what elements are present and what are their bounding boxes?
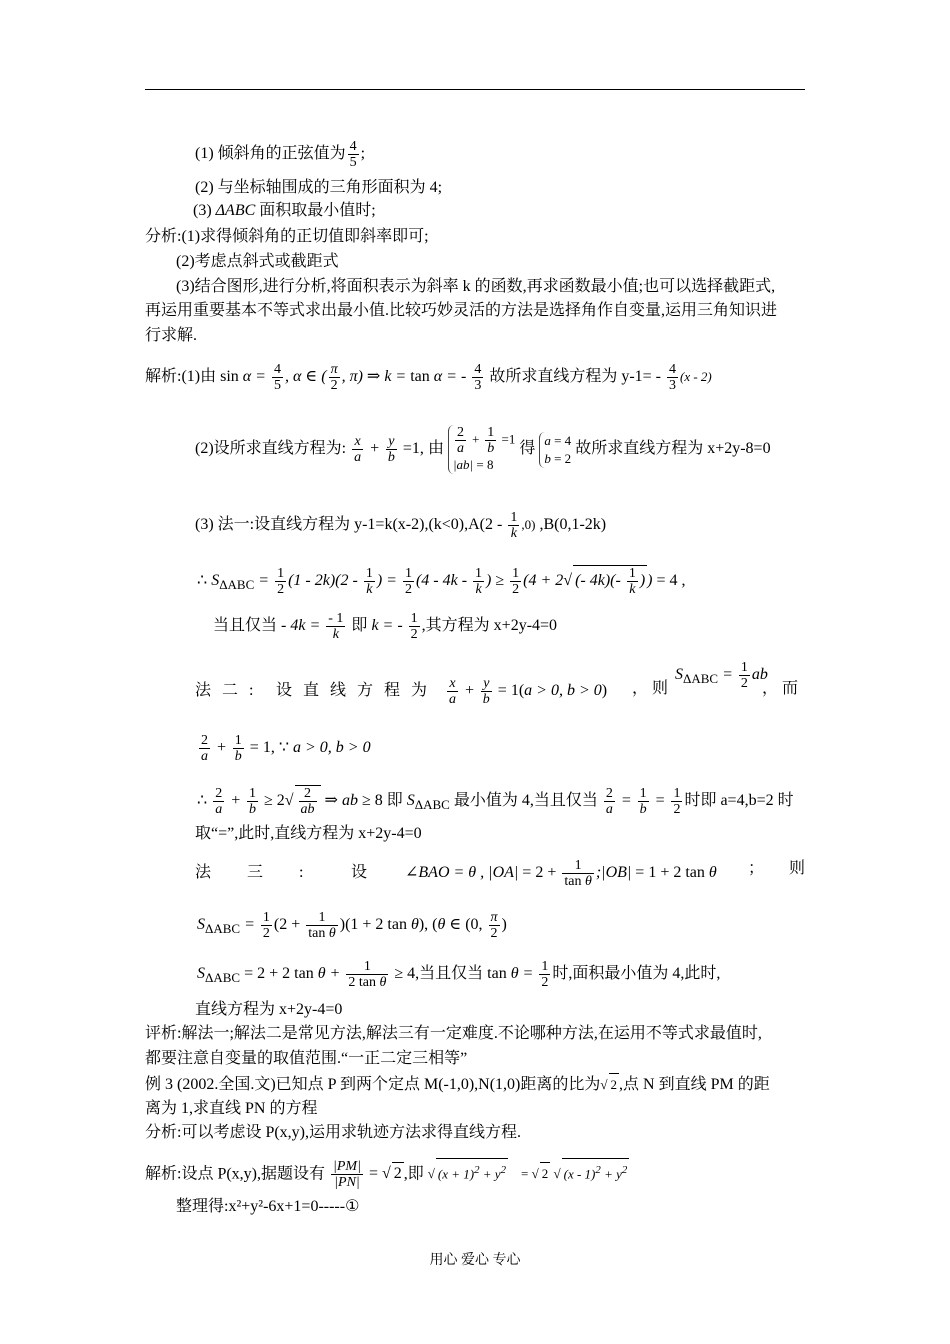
formula-angle-setup: ∠BAO = θ , |OA| = 2 + $\frac{1}{\text{tan θ}}$ ;|OB| = 1 + 2 tan θ	[405, 858, 717, 889]
formula-ratio: $\frac{|PM|}{|PN|}$ = √ 2	[333, 1159, 402, 1191]
method-3-then: 则	[789, 860, 806, 877]
method-3-equality-text: ,当且仅当	[415, 965, 484, 983]
fraction-4-3: $\frac{4}{3}$	[669, 362, 676, 393]
formula-k-value: k = - $\frac{1}{2}$	[371, 611, 418, 642]
frac-den: 5	[349, 155, 357, 170]
formula-constraint: $\frac{2}{a}$ + $\frac{1}{b}$ = 1, ∵ a > 0, b > 0	[201, 733, 371, 764]
m2-char: 设	[276, 682, 293, 700]
formula-area-theta: $S_{\Delta ABC}$ = $\frac{1}{2}$ (2 + $\frac{1}{\text{tan θ}}$ )(1 + 2 tan θ), (θ ∈ (0, $\frac{\pi}{2}$ )	[197, 910, 507, 941]
solution-2-by: 由	[427, 440, 444, 458]
example-3-i-e: ,即	[403, 1165, 424, 1183]
method-1-area-inequality	[197, 565, 686, 597]
comment-line-1: 评析:解法一;解法二是常见方法,解法三有一定难度.不论哪种方法,在运用不等式求最值时,	[145, 1025, 762, 1042]
method-3-min-text: 时,面积最小值为 4,此时,	[552, 965, 721, 983]
method-1-text: (3) 法一:设直线方程为 y-1=k(x-2),(k<0),A(2 -	[195, 516, 503, 534]
example-3-text: 例 3 (2002.全国.文)已知点 P 到两个定点 M(-1,0),N(1,0)距离的比为	[145, 1076, 601, 1093]
triangle-abc: ΔABC	[215, 202, 256, 219]
example-3-result: 整理得:x²+y²-6x+1=0-----①	[176, 1198, 360, 1215]
method-1-setup: (3) 法一:设直线方程为 y-1=k(x-2),(k<0),A(2 - $\frac{1}{k}$ ,0) ,B(0,1-2k)	[195, 510, 607, 541]
method-3-inequality	[197, 959, 720, 990]
method-2-i-e: 即	[386, 792, 403, 810]
fraction-4-5	[348, 139, 359, 170]
m3-char: :	[299, 864, 304, 882]
m2-char: :	[249, 682, 254, 700]
formula-4k: 4k = $\frac{- 1}{k}$	[290, 611, 344, 642]
system-solution: a = 4 b = 2	[539, 432, 571, 468]
item-1-text: (1) 倾斜角的正弦值为	[195, 145, 346, 163]
method-2-and: ， 而	[762, 680, 799, 697]
comment-line-2: 都要注意自变量的取值范围.“一正二定三相等”	[145, 1050, 468, 1067]
method-2-result: 取“=”,此时,直线方程为 x+2y-4=0	[195, 825, 422, 842]
solution-2-result: 故所求直线方程为 x+2y-8=0	[575, 440, 771, 458]
method-2-then: ， 则	[632, 680, 669, 697]
formula-tan-value: tan θ = $\frac{1}{2}$	[487, 959, 549, 990]
item-1-end: ;	[360, 145, 366, 163]
formula-intercept-condition: $\frac{x}{a}$ + $\frac{y}{b}$ = 1(a > 0, b > 0)	[449, 676, 608, 707]
solution-part-1	[145, 362, 712, 393]
analysis-line-2: (2)考虑点斜式或截距式	[176, 253, 339, 270]
method-1-point-b: ,B(0,1-2k)	[539, 516, 607, 534]
problem-item-1	[195, 139, 365, 170]
problem-item-3	[193, 200, 376, 222]
formula-distance-equation: √ $(x + 1)^2 + y^2$ = √ 2 √ $(x - 1)^2 + y^2$	[428, 1166, 630, 1181]
solution-2-prefix: (2)设所求直线方程为:	[195, 440, 347, 458]
formula-sqrt-2: √ 2	[600, 1077, 619, 1092]
formula-theta-inequality: $S_{\Delta ABC} = 2 + 2$ tan θ + $\frac{1}{\text{2 tan θ}}$ ≥ 4	[197, 959, 416, 990]
formula-sin-tan: sin α = $\frac{4}{5}$ , α ∈ ( $\frac{\pi}{2}$ , π) ⇒ k = tan α = - $\frac{4}{3}$	[220, 362, 482, 393]
m2-char: 线	[330, 682, 347, 700]
example-3-analysis: 分析:可以考虑设 P(x,y),运用求轨迹方法求得直线方程.	[145, 1124, 522, 1141]
analysis-line-5: 行求解.	[145, 327, 198, 344]
page-footer: 用心 爱心 专心	[429, 1253, 521, 1268]
example-3-text-2: ,点 N 到直线 PM 的距	[619, 1076, 770, 1093]
m3-char: 法	[195, 864, 212, 882]
method-2-inequality	[197, 785, 794, 817]
method-3-result: 直线方程为 x+2y-4=0	[195, 1001, 343, 1018]
method-3-semicolon: ；	[748, 860, 765, 877]
solution-2-get: 得	[519, 440, 536, 458]
formula-x-minus-2: (x - 2)	[680, 369, 712, 385]
analysis-line-4: 再运用重要基本不等式求出最小值.比较巧妙灵活的方法是选择角作自变量,运用三角知识进	[145, 302, 778, 319]
m3-char: 三	[247, 864, 264, 882]
analysis-line-3: (3)结合图形,进行分析,将面积表示为斜率 k 的函数,再求函数最小值;也可以选择截距式,	[176, 278, 776, 295]
m3-char: 设	[351, 864, 368, 882]
formula-intercept: $\frac{x}{a}$ + $\frac{y}{b}$ =1,	[354, 434, 424, 465]
analysis-line-1: 分析:(1)求得倾斜角的正切值即斜率即可;	[145, 228, 429, 245]
m2-char: 为	[411, 682, 428, 700]
item-3-prefix: (3)	[193, 202, 216, 219]
m2-char: 法	[195, 682, 212, 700]
problem-item-2: (2) 与坐标轴围成的三角形面积为 4;	[195, 179, 443, 196]
method-2-setup	[195, 676, 607, 707]
example-3-solution	[145, 1158, 629, 1190]
example-3-line-1	[145, 1073, 770, 1096]
method-1-i-e: 即	[351, 617, 368, 635]
example-3-solution-text: 解析:设点 P(x,y),据题设有	[145, 1165, 326, 1183]
solution-1-prefix: 解析:(1)由	[145, 368, 217, 386]
method-1-result: ,其方程为 x+2y-4=0	[421, 617, 558, 635]
method-2-ab-values: 时即 a=4,b=2 时	[684, 792, 794, 810]
fraction-1-k: $\frac{1}{k}$	[510, 510, 518, 541]
solution-1-text: 故所求直线方程为 y-1= -	[489, 368, 661, 386]
method-2-min-text: 最小值为 4,当且仅当	[453, 792, 598, 810]
formula-area-method-1: ∴ $S_{\Delta ABC}$ = $\frac{1}{2}$ (1 - 2k)(2 - $\frac{1}{k}$ ) = $\frac{1}{2}$ (4 - 4k - $\frac{1}{k}$ ) ≥ $\frac{1}{2}$ (4 + 2√ (- 4k)(- $\frac{1}{k}$ ) ) = 4 ,	[197, 566, 686, 597]
method-3-label	[195, 864, 405, 881]
example-3-line-2: 离为 1,求直线 PN 的方程	[145, 1100, 318, 1117]
header-rule	[145, 89, 805, 90]
method-3-area	[197, 910, 507, 941]
method-2-label	[195, 682, 445, 699]
method-3-setup	[195, 858, 717, 889]
formula-s-abc: $S_{\Delta ABC}$	[406, 792, 450, 813]
m2-char: 程	[384, 682, 401, 700]
method-1-equality	[213, 611, 557, 642]
system-equations: $\frac{2}{a}$ + $\frac{1}{b}$ =1 |ab| = 8	[448, 425, 515, 474]
formula-equality-ab: $\frac{2}{a}$ = $\frac{1}{b}$ = $\frac{1}{2}$	[605, 786, 681, 817]
item-3-text: 面积取最小值时;	[255, 202, 376, 219]
formula-area-ab: $S_{\Delta ABC}$ = $\frac{1}{2}$ ab	[675, 660, 768, 691]
solution-part-2	[195, 425, 771, 474]
method-1-equality-text: 当且仅当 -	[213, 617, 287, 635]
frac-num: 4	[349, 139, 357, 154]
formula-am-gm: ∴ $\frac{2}{a}$ + $\frac{1}{b}$ ≥ 2√ $\frac{2}{ab}$ ⇒ ab ≥ 8	[197, 786, 383, 817]
method-2-constraint	[197, 733, 371, 764]
m2-char: 二	[222, 682, 239, 700]
m2-char: 方	[357, 682, 374, 700]
m2-char: 直	[303, 682, 320, 700]
